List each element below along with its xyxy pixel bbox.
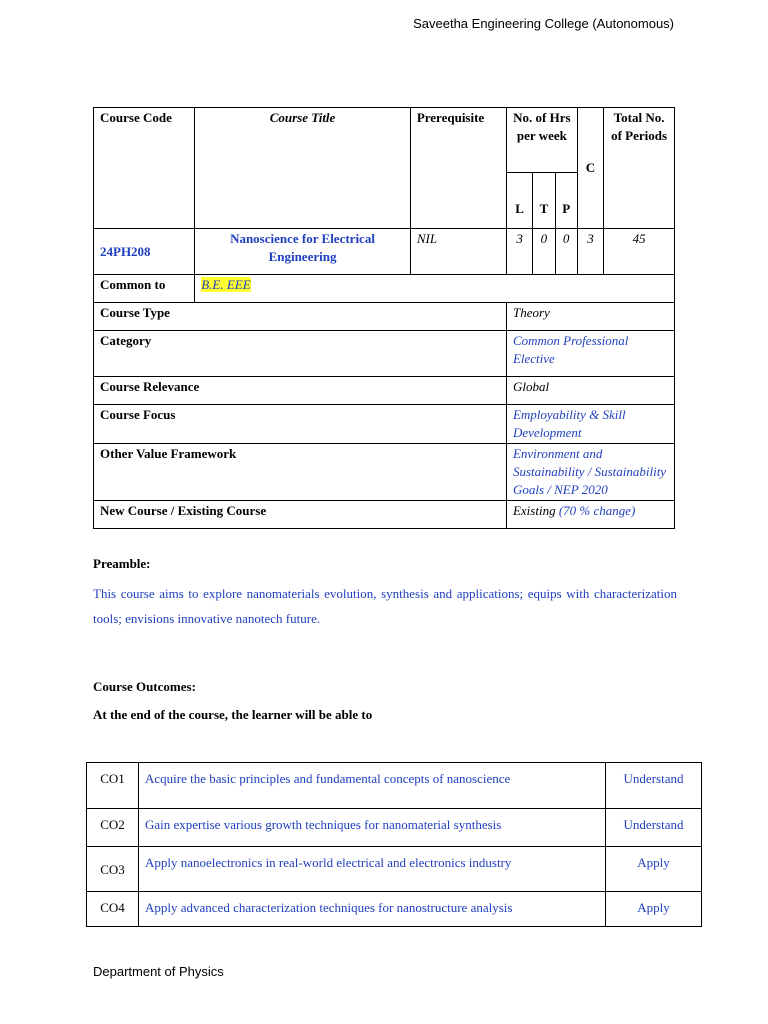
prerequisite-value: NIL bbox=[410, 229, 506, 275]
common-to-label: Common to bbox=[94, 275, 195, 303]
co-level: Apply bbox=[606, 892, 702, 927]
preamble-heading: Preamble: bbox=[93, 556, 151, 571]
table-row bbox=[87, 892, 702, 927]
co-description: Gain expertise various growth techniques for nanomaterial synthesis bbox=[139, 809, 606, 847]
t-value: 0 bbox=[533, 229, 555, 275]
table-row bbox=[87, 763, 702, 809]
co-code: CO2 bbox=[87, 809, 139, 847]
header-p: P bbox=[555, 173, 577, 229]
category-value: Common Professional Elective bbox=[506, 331, 674, 377]
college-header: Saveetha Engineering College (Autonomous) bbox=[413, 16, 674, 31]
co-description: Acquire the basic principles and fundamental concepts of nanoscience bbox=[139, 763, 606, 809]
header-total-periods: Total No. of Periods bbox=[604, 108, 675, 229]
course-focus-value: Employability & Skill Development bbox=[506, 405, 674, 444]
header-course-title: Course Title bbox=[195, 108, 411, 229]
common-to-value: B.E. EEE bbox=[201, 277, 251, 292]
table-row bbox=[87, 809, 702, 847]
header-course-code: Course Code bbox=[94, 108, 195, 229]
course-type-value: Theory bbox=[506, 303, 674, 331]
co-level: Understand bbox=[606, 763, 702, 809]
course-outcomes-table bbox=[86, 762, 702, 927]
course-title-value: Nanoscience for Electrical Engineering bbox=[195, 229, 411, 275]
course-outcomes-intro: At the end of the course, the learner will be able to bbox=[93, 707, 373, 722]
change-percentage: (70 % change) bbox=[558, 503, 636, 518]
course-relevance-label: Course Relevance bbox=[94, 377, 507, 405]
header-t: T bbox=[533, 173, 555, 229]
co-description: Apply nanoelectronics in real-world electrical and electronics industry bbox=[139, 847, 606, 892]
header-c: C bbox=[577, 108, 603, 229]
course-outcomes-heading: Course Outcomes: bbox=[93, 679, 196, 694]
co-level: Apply bbox=[606, 847, 702, 892]
other-value-framework-label: Other Value Framework bbox=[94, 444, 507, 501]
table-row bbox=[87, 847, 702, 892]
other-value-framework-value: Environment and Sustainability / Sustainability Goals / NEP 2020 bbox=[506, 444, 674, 501]
course-code-value: 24PH208 bbox=[94, 229, 195, 275]
department-footer: Department of Physics bbox=[93, 964, 224, 979]
co-code: CO3 bbox=[87, 847, 139, 892]
co-description: Apply advanced characterization techniques for nanostructure analysis bbox=[139, 892, 606, 927]
header-l: L bbox=[506, 173, 532, 229]
course-relevance-value: Global bbox=[506, 377, 674, 405]
new-existing-course-value: Existing bbox=[512, 503, 556, 518]
new-existing-course-cell bbox=[506, 501, 674, 529]
header-prerequisite: Prerequisite bbox=[410, 108, 506, 229]
l-value: 3 bbox=[506, 229, 532, 275]
new-existing-course-label: New Course / Existing Course bbox=[94, 501, 507, 529]
total-value: 45 bbox=[604, 229, 675, 275]
p-value: 0 bbox=[555, 229, 577, 275]
co-level: Understand bbox=[606, 809, 702, 847]
c-value: 3 bbox=[577, 229, 603, 275]
category-label: Category bbox=[94, 331, 507, 377]
course-focus-label: Course Focus bbox=[94, 405, 507, 444]
course-details-table bbox=[93, 107, 675, 529]
course-type-label: Course Type bbox=[94, 303, 507, 331]
header-hours-per-week: No. of Hrs per week bbox=[506, 108, 577, 173]
co-code: CO4 bbox=[87, 892, 139, 927]
preamble-text: This course aims to explore nanomaterials evolution, synthesis and applications; equips with characterization tools; envisions innovative nanotech future. bbox=[93, 586, 677, 626]
co-code: CO1 bbox=[87, 763, 139, 809]
